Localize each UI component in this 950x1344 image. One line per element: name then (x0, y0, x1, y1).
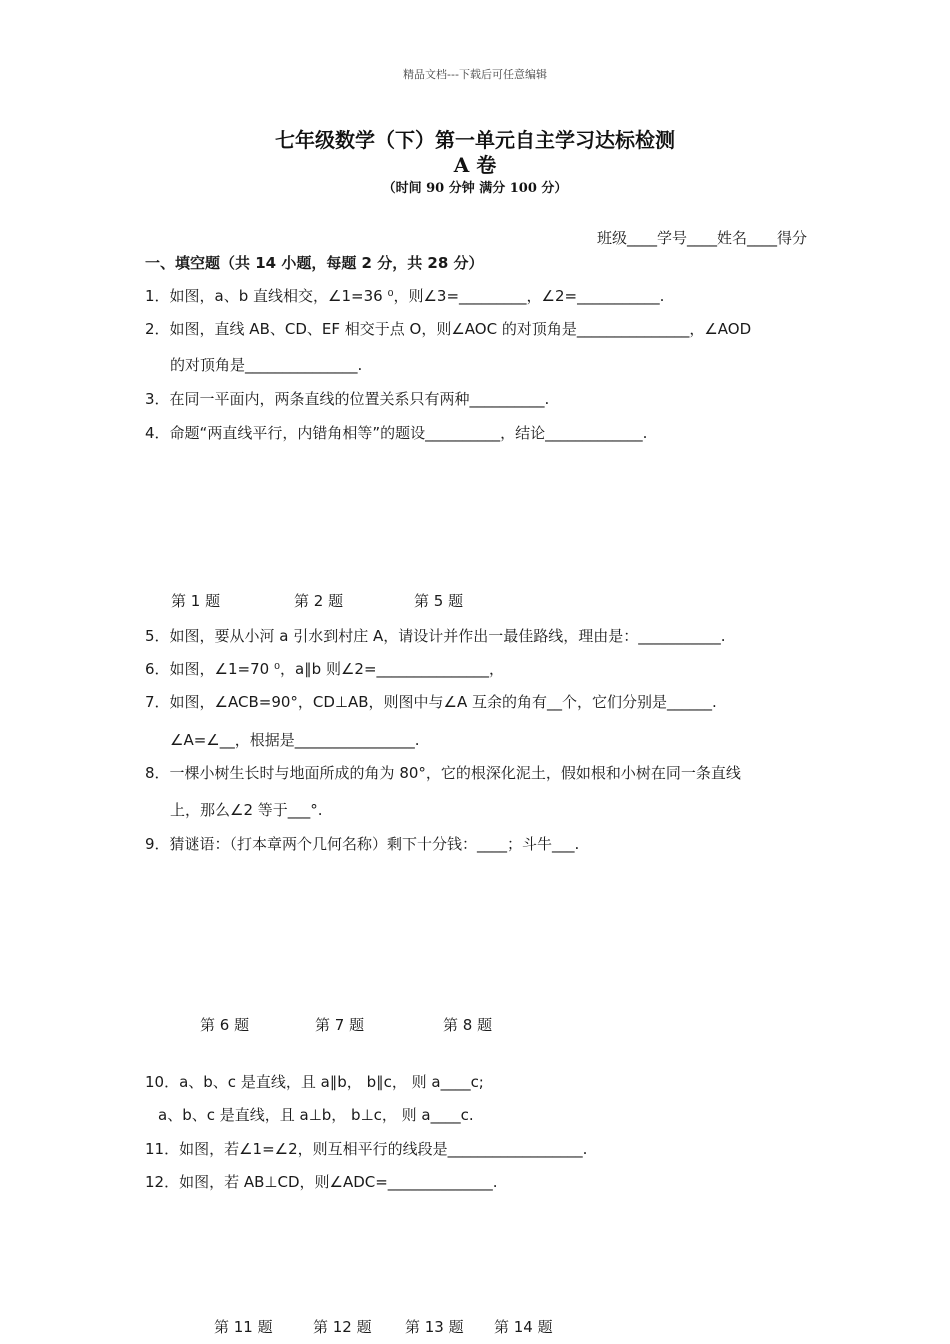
question-1: 1．如图，a、b 直线相交，∠1=36 ⁰，则∠3=_________，∠2=___________. (145, 287, 665, 305)
watermark: 精品文档---下载后可任意编辑 (403, 68, 547, 81)
figure-label: 第 12 题 (313, 1318, 372, 1336)
section-heading: 一、填空题（共 14 小题，每题 2 分，共 28 分） (145, 254, 484, 272)
question-2-line-2: 的对顶角是_______________. (170, 356, 363, 374)
figure-label: 第 1 题 (171, 592, 221, 610)
question-10-line-1: 10．a、b、c 是直线，且 a∥b， b∥c， 则 a____c; (145, 1073, 484, 1091)
question-6: 6．如图，∠1=70 ⁰，a∥b 则∠2=_______________， (145, 660, 505, 678)
question-4: 4．命题“两直线平行，内错角相等”的题设__________，结论_____________. (145, 424, 648, 442)
figure-label: 第 8 题 (443, 1016, 493, 1034)
question-8-line-2: 上，那么∠2 等于___°. (170, 801, 323, 819)
question-10-line-2: a、b、c 是直线，且 a⊥b， b⊥c， 则 a____c. (158, 1106, 474, 1124)
figure-label: 第 13 题 (405, 1318, 464, 1336)
question-7-line-1: 7．如图，∠ACB=90°，CD⊥AB，则图中与∠A 互余的角有__个，它们分别是______. (145, 693, 717, 711)
question-5: 5．如图，要从小河 a 引水到村庄 A，请设计并作出一最佳路线，理由是：___________. (145, 627, 726, 645)
question-11: 11．如图，若∠1=∠2，则互相平行的线段是__________________. (145, 1140, 588, 1158)
time-info: （时间 90 分钟 满分 100 分） (382, 181, 568, 196)
page-title: 七年级数学（下）第一单元自主学习达标检测 (275, 128, 675, 152)
paper-subtitle: A 卷 (453, 153, 497, 177)
question-3: 3．在同一平面内，两条直线的位置关系只有两种__________. (145, 390, 550, 408)
figure-label: 第 7 题 (315, 1016, 365, 1034)
student-info-line: 班级____学号____姓名____得分 (596, 229, 807, 247)
question-2-line-1: 2．如图，直线 AB、CD、EF 相交于点 O，则∠AOC 的对顶角是_______________，∠AOD (145, 320, 752, 338)
question-7-line-2: ∠A=∠__，根据是________________. (170, 731, 420, 749)
figure-label: 第 5 题 (414, 592, 464, 610)
question-8-line-1: 8．一棵小树生长时与地面所成的角为 80°，它的根深化泥土，假如根和小树在同一条直线 (145, 764, 741, 782)
figure-label: 第 11 题 (214, 1318, 273, 1336)
figure-label: 第 14 题 (494, 1318, 553, 1336)
question-12: 12．如图，若 AB⊥CD，则∠ADC=______________. (145, 1173, 498, 1191)
figure-label: 第 6 题 (200, 1016, 250, 1034)
question-9: 9．猜谜语：（打本章两个几何名称）剩下十分钱：____；斗牛___. (145, 835, 580, 853)
figure-label: 第 2 题 (294, 592, 344, 610)
